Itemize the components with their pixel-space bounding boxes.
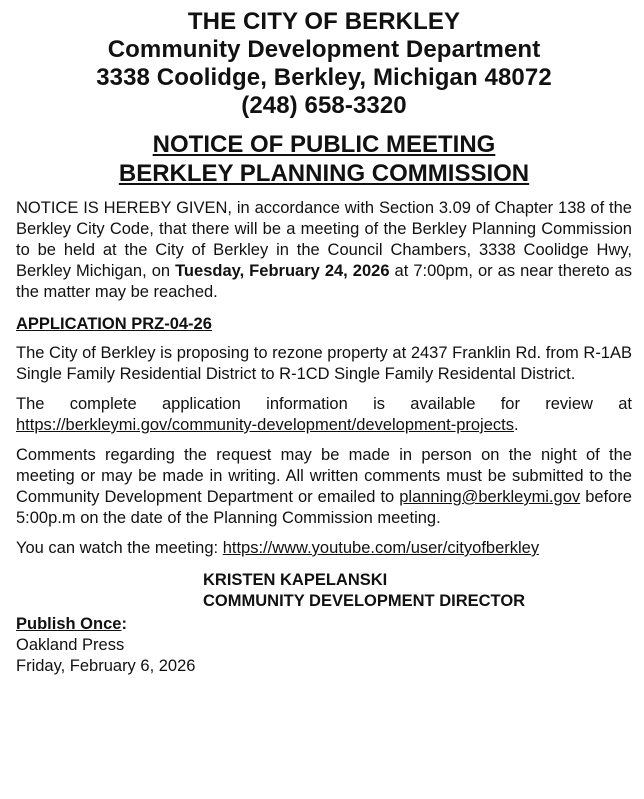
publish-info — [16, 614, 632, 677]
review-text: The complete application information is available for review at — [16, 395, 632, 413]
comments-text-after: before 5:00p.m on the date of the Planning Commission meeting. — [16, 488, 632, 527]
department-address: 3338 Coolidge, Berkley, Michigan 48072 — [96, 64, 552, 91]
notice-title — [16, 130, 632, 188]
city-name: THE CITY OF BERKLEY — [187, 8, 461, 35]
meeting-date: Tuesday, February 24, 2026 — [175, 262, 390, 280]
publication-name: Oakland Press — [16, 636, 125, 654]
signature-block — [16, 570, 632, 612]
comments-text-before: Comments regarding the request may be made in person on the night of the meeting or may be made in writing. All written comments must be submitted to the Community Development Department or emailed to — [16, 446, 632, 506]
publish-label: Publish Once — [16, 615, 122, 633]
review-suffix: . — [513, 416, 519, 434]
comments-paragraph — [16, 445, 632, 529]
watch-paragraph — [16, 538, 632, 559]
letterhead — [16, 8, 632, 120]
planning-email-link[interactable]: planning@berkleymi.gov — [399, 488, 581, 506]
watch-text: You can watch the meeting: — [16, 539, 223, 557]
notice-title-line-2: BERKLEY PLANNING COMMISSION — [118, 160, 530, 187]
review-paragraph — [16, 394, 632, 436]
signatory-title: COMMUNITY DEVELOPMENT DIRECTOR — [203, 592, 526, 610]
publish-line — [16, 614, 632, 635]
youtube-link[interactable]: https://www.youtube.com/user/cityofberkley — [222, 539, 540, 557]
department-phone: (248) 658-3320 — [241, 92, 407, 119]
notice-title-line-1: NOTICE OF PUBLIC MEETING — [152, 131, 496, 158]
department-name: Community Development Department — [107, 36, 541, 63]
intro-paragraph — [16, 198, 632, 303]
development-projects-link[interactable]: https://berkleymi.gov/community-development/development-projects — [16, 416, 514, 434]
application-description: The City of Berkley is proposing to rezone property at 2437 Franklin Rd. from R-1AB Single Family Residential District to R-1CD Single Family Residental District. — [16, 344, 632, 383]
publish-colon: : — [121, 615, 127, 633]
signatory-name: KRISTEN KAPELANSKI — [203, 571, 388, 589]
application-heading: APPLICATION PRZ-04-26 — [16, 315, 212, 333]
publication-date: Friday, February 6, 2026 — [16, 657, 196, 675]
intro-text-after: at 7:00pm, or as near thereto as the matter may be reached. — [16, 262, 632, 301]
intro-text-before: NOTICE IS HEREBY GIVEN, in accordance with Section 3.09 of Chapter 138 of the Berkley City Code, that there will be a meeting of the Berkley Planning Commission to be held at the City of Berkley in the Council Chambers, 3338 Coolidge Hwy, Berkley Michigan, on — [16, 199, 632, 280]
